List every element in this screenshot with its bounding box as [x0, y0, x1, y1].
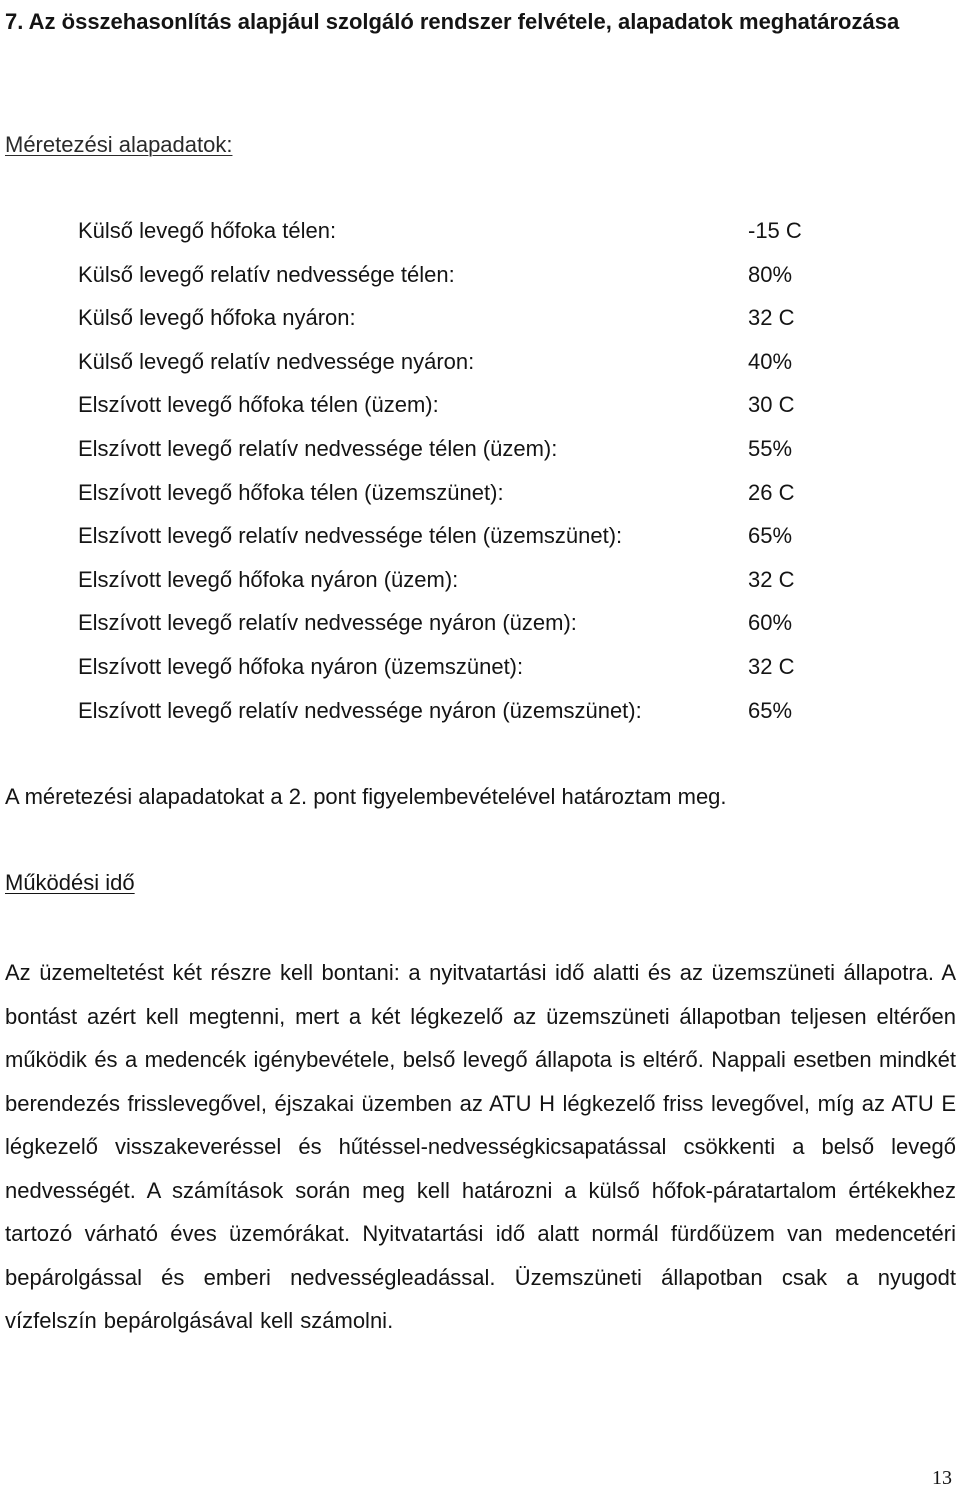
parameter-value: 30 C [748, 392, 795, 418]
parameter-row [78, 650, 838, 694]
parameter-value: 55% [748, 435, 793, 461]
parameter-row [78, 476, 838, 520]
parameter-value: 32 C [748, 653, 795, 679]
parameter-row [78, 694, 838, 738]
parameter-label: Elszívott levegő relatív nedvessége nyáron (üzem): [78, 610, 577, 636]
parameter-label: Külső levegő relatív nedvessége télen: [78, 261, 455, 287]
parameter-value: 80% [748, 261, 793, 287]
parameter-row [78, 563, 838, 607]
parameter-row [78, 258, 838, 302]
parameter-label: Külső levegő hőfoka nyáron: [78, 305, 356, 331]
section-heading: 7. Az összehasonlítás alapjául szolgáló rendszer felvétele, alapadatok meghatározása [5, 9, 900, 34]
parameter-value: 32 C [748, 566, 795, 592]
parameter-row [78, 606, 838, 650]
sizing-data-label: Méretezési alapadatok: [5, 132, 233, 157]
parameter-label: Elszívott levegő hőfoka télen (üzemszünet): [78, 479, 504, 505]
parameter-label: Elszívott levegő relatív nedvessége télen (üzem): [78, 435, 558, 461]
operating-time-label: Működési idő [5, 870, 135, 895]
parameter-value: 65% [748, 697, 793, 723]
sizing-parameter-list [78, 214, 838, 737]
parameter-value: 65% [748, 523, 793, 549]
page-number: 13 [932, 1467, 952, 1489]
parameter-value: 60% [748, 610, 793, 636]
parameter-row [78, 519, 838, 563]
parameter-row [78, 432, 838, 476]
parameter-label: Külső levegő relatív nedvessége nyáron: [78, 348, 475, 374]
sizing-note: A méretezési alapadatokat a 2. pont figyelembevételével határoztam meg. [5, 784, 727, 809]
parameter-value: 26 C [748, 479, 795, 505]
parameter-row [78, 301, 838, 345]
parameter-value: 40% [748, 348, 793, 374]
parameter-value: 32 C [748, 305, 795, 331]
operating-time-paragraph: Az üzemeltetést két részre kell bontani: a nyitvatartási idő alatti és az üzemszüneti állapotra. A bontást azért kell megtenni, mert a két légkezelő az üzemszüneti állapotban teljesen eltérően működik és a medencék igénybevétele, belső levegő állapota is eltérő. Nappali esetben mindkét berendezés frisslevegővel, éjszakai üzemben az ATU H légkezelő friss levegővel, míg az ATU E légkezelő visszakeveréssel és hűtéssel-nedvességkicsapatással csökkenti a belső levegő nedvességét. A számítások során meg kell határozni a külső hőfok-páratartalom értékekhez tartozó várható éves üzemórákat. Nyitvatartási idő alatt normál fürdőüzem van medencetéri bepárolgással és emberi nedvességleadással. Üzemszüneti állapotban csak a nyugodt vízfelszín bepárolgásával kell számolni. [5, 960, 956, 1333]
parameter-label: Elszívott levegő hőfoka nyáron (üzemszünet): [78, 653, 524, 679]
parameter-label: Elszívott levegő relatív nedvessége télen (üzemszünet): [78, 523, 623, 549]
parameter-value: -15 C [748, 218, 802, 243]
parameter-row [78, 214, 838, 258]
parameter-label: Külső levegő hőfoka télen: [78, 218, 337, 243]
parameter-label: Elszívott levegő hőfoka nyáron (üzem): [78, 566, 459, 592]
parameter-label: Elszívott levegő hőfoka télen (üzem): [78, 392, 439, 418]
parameter-label: Elszívott levegő relatív nedvessége nyáron (üzemszünet): [78, 697, 642, 723]
parameter-row [78, 388, 838, 432]
parameter-row [78, 345, 838, 389]
